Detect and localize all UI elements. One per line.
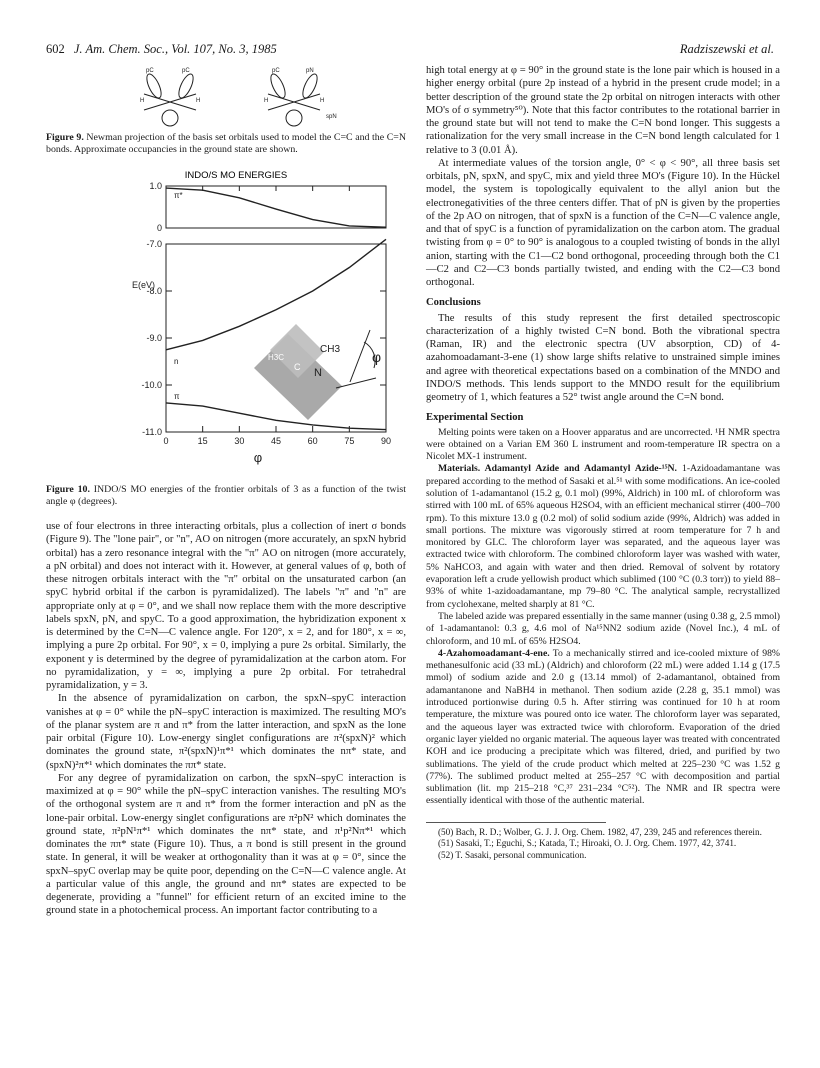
conclusions-heading: Conclusions [426,297,481,309]
right-column [426,64,780,861]
x-tick-label: 0 [163,436,169,446]
lower-panel-frame [166,244,386,432]
figure9-orbital-diagram [46,64,406,128]
right-paragraph-2: At intermediate values of the torsion angle, 0° < φ < 90°, all three basis set orbitals, pN, spxN, and spyC, mix and yield three MO's (Figure 10). In the Hückel model, the system is topologically equivalent to the allyl anion but the electronegativities of the three centers differ. That of pN is given by the properties of the 2p AO on nitrogen, that of spxN is a function of the C=N—C valence angle, and that of spyC is a function of pyramidalization on the carbon atom. The gradual twisting from φ = 0° to 90° is analogous to a coupled twisting of bonds in the allyl anion, starting with the C1—C2 bond orthogonal, proceeding through both the C1—C2 and C2—C3 bonds partially twisted, and ending with the C2—C3 bond orthogonal. [426,157,780,288]
svg-text:pN: pN [306,68,314,74]
y-tick-label: 0 [156,223,162,233]
materials-text: 1-Azidoadamantane was prepared according to the method of Sasaki et al.⁵¹ with some modifications. An ice-cooled solution of 1-adamantanol (15.2 g, 0.1 mol) (99%, Aldrich) in 100 mL of chloroform was stirred with 100 mL of 65% aqueous H2SO4, with an efficient mechanical stirrer (400–700 rpm). To this mixture 13.0 g (0.2 mol) of solid sodium azide (99%, Aldrich) was added in small portions. The mixture was vigorously stirred at room temperature for 7 h and monitored by GLC. The chloroform layer was separated, and the aqueous layer was extracted twice with chloroform. The combined chloroform layer was washed with water, 5% NaHCO3, and again with water and then dried. Removal of solvent by rotatory evaporation left a crude yellowish product which sublimed (100 °C (0.3 torr)) to yield 88–93% of white 1-azidoadamantane, mp 79–80 °C. The analytical sample, recrystallized from cyclohexane, melted sharply at 81 °C. [426,463,781,610]
mo-energy-plot [46,164,406,482]
y-axis-label: E(eV) [132,280,156,290]
azahomoadamantene-paragraph [426,648,780,808]
left-paragraph-1: use of four electrons in three interacting orbitals, plus a collection of inert σ bonds (Figure 9). The "lone pair", or "n", AO on nitrogen (more accurately, an spxN hybrid orbital) has a zero resonance integral with the "π" AO on nitrogen (more accurately, a pN orbital) and does not interact with it. However, at general values of φ, both of these nitrogen orbitals interact with the "π" orbital on the unsaturated carbon (an spyC hybrid orbital if the carbon is pyramidalized). The labels "π" and "n" are appropriate only at φ = 0°, and we shall now replace them with the more descriptive labels spxN, pN, and spyC. To a good approximation, the hybridization exponent x is determined by the C=N—C valence angle. For 120°, x = 2, and for 180°, x = ∞, implying a pure 2p orbital. For 90°, x = 0, implying a pure 2s orbital. Similarly, the exponent y is determined by the degree of pyramidalization at the carbon atom. For no pyramidalization, y = ∞, implying a pure 2p orbital. For tetrahedral pyramidalization, y = 3. [46,521,406,691]
y-tick-label: -11.0 [142,427,162,437]
left-column [46,64,406,918]
svg-text:pC: pC [146,68,154,74]
figure10-label: Figure 10. [46,484,90,495]
series-label-0: π* [174,191,183,201]
y-tick-label: 1.0 [149,181,162,191]
azahomoadamantene-text: To a mechanically stirred and ice-cooled mixture of 98% methanesulfonic acid (33 mL) (Aldrich) and chloroform (22 mL) were added 1.14 g (17.5 mmol) of sodium azide and 2.0 g (13.14 mmol) of 2-adamantanol, obtained from adamantanone and NaBH4 in methanol. Then sodium azide (2.28 g, 35.1 mmol) was introduced portionwise during 0.5 h. After stirring was continued for 10 h at room temperature, the mixture was poured onto ice water. The chloroform layer was separated, and the aqueous layer was extracted twice with chloroform. Evaporation of the dried organic layer yielded no organic material. The aqueous layer was treated with concentrated KOH and ice producing a precipitate which was filtered, dried, and purified by two sublimations. The yield of the crude product which melted at 225–230 °C was 1.52 g (77%). The sublimed product melted at 255–257 °C with decomposition and partial sublimation (lit. mp 215–218 °C,³⁷ 231–234 °C⁵²). The NMR and IR spectra were essentially identical with those of the authentic material. [426,647,781,807]
svg-text:H: H [196,98,201,104]
x-tick-label: 15 [197,436,208,446]
left-paragraph-2: In the absence of pyramidalization on carbon, the spxN–spyC interaction vanishes at φ = 0° while the pN–spyC interaction is maximized. The resulting MO's of the planar system are π and π* from the latter interaction, and spxN as the lone pair orbital (Figure 10). Low-energy singlet configurations are π²(spxN)² which dominates the ground state, π²(spxN)¹π*¹ which dominates the nπ* state, and (spxN)²π*¹ which dominates the ππ* state. [46,693,406,771]
inset-label-n: N [314,367,322,379]
references-rule [426,822,606,823]
left-body-text [46,520,406,918]
figure10-caption [46,484,406,508]
series-label-1: n [174,356,179,366]
svg-text:H: H [264,98,269,104]
experimental-heading: Experimental Section [426,412,524,424]
experimental-intro: Melting points were taken on a Hoover apparatus and are uncorrected. ¹H NMR spectra were obtained on a Varian EM 360 L instrument and room-temperature IR spectra on a Nicolet MX-1 instrument. [426,426,780,463]
inset-label-h3c: H3C [268,353,285,362]
reference-52: (52) T. Sasaki, personal communication. [438,849,587,860]
pi-curve [166,403,386,430]
figure9-caption-text: Newman projection of the basis set orbitals used to model the C=C and the C=N bonds. Approximate occupancies in the ground state are shown. [46,132,407,155]
y-tick-label: -9.0 [146,333,162,343]
azahomoadamantene-title: 4-Azahomoadamant-4-ene. [438,647,550,659]
reference-50: (50) Bach, R. D.; Wolber, G. J. J. Org. Chem. 1982, 47, 239, 245 and references therein. [438,826,762,837]
y-tick-label: -10.0 [141,380,162,390]
conclusions-text: The results of this study represent the first detailed spectroscopic characterization of a highly twisted C=N bond. Both the vibrational spectra (Raman, IR) and the electronic spectra (UV absorption, CD) of 4-azahomoadamant-3-ene (1) show large shifts relative to unstrained simple imines and agree with theoretical expectations based on a combination of the MNDO and INDO/S methods. This lends support to the MNDO result for the equilibrium geometry of 1, which features a 52° twist angle around the C=N bond. [426,312,780,403]
x-tick-label: 75 [344,436,355,446]
svg-text:H: H [320,98,325,104]
materials-title: Materials. Adamantyl Azide and Adamantyl Azide-¹⁵N. [438,463,677,475]
figure10-chart [46,164,406,482]
inset-label-c: C [294,362,301,372]
upper-panel-frame [166,186,386,228]
x-tick-label: 45 [270,436,282,446]
figure9-label: Figure 9. [46,132,84,143]
reference-51: (51) Sasaki, T.; Eguchi, S.; Katada, T.; Hiroaki, O. J. Org. Chem. 1977, 42, 3741. [438,838,737,849]
x-tick-label: 60 [307,436,318,446]
materials-paragraph [426,463,780,611]
svg-text:pC: pC [272,68,280,74]
twisted-imine-inset [254,324,381,420]
references [426,827,780,862]
right-paragraph-1: high total energy at φ = 90° in the ground state is the lone pair which is housed in a higher energy orbital (pure 2p instead of a hybrid in the present crude model; in a better description of the ground state the 2p orbital on nitrogen interacts with other MO's of σ symmetry⁵⁰). Note that this factor contributes to the rotational barrier in the ground state but will not tend to make the C=N bond longer. This suggests a rationalization for the very small increase in the C=N bond length calculated for 1 relative to 3 (0.01 Å). [426,65,780,156]
svg-text:H: H [140,98,145,104]
running-header-authors: Radziszewski et al. [679,42,774,56]
figure10-caption-text: INDO/S MO energies of the frontier orbitals of 3 as a function of the twist angle φ (degrees). [46,484,407,507]
pi-star-curve [166,188,386,227]
x-axis-label: φ [253,450,263,465]
svg-text:pC: pC [182,68,190,74]
inset-label-ch3: CH3 [320,344,341,355]
chart-title: INDO/S MO ENERGIES [184,170,288,181]
experimental-body [426,427,780,808]
svg-text:spN: spN [326,114,337,120]
left-paragraph-3: For any degree of pyramidalization on carbon, the spxN–spyC interaction is maximized at φ = 90° while the pN–spyC interaction vanishes. The resulting MO's of the orthogonal system are π and π* from the former interaction and pN as the lone-pair orbital. Low-energy singlet configurations are π²pN² which dominates the ground state, π²pN¹π*¹ which dominates the nπ* state, and π¹p²Nπ*¹ which dominates the ππ* state (Figure 10). Thus, a π bond is still present in the ground state. In general, it will be weaker at orthogonality than it was at φ = 0°, since the spxN–spyC overlap may be quite poor, depending on the C=N—C valence angle. At a particular value of this angle, the ground and nπ* states are expected to be degenerate, providing a "funnel" for efficient return of an excited imine to the ground state in a photochemical process. An important factor contributing to a [46,772,406,917]
n-curve [166,239,386,349]
page-number: 602 [46,42,65,56]
running-header-left [46,42,277,57]
y-tick-label: -8.0 [146,286,162,296]
inset-label-phi: φ [372,349,382,365]
x-tick-label: 90 [380,436,392,446]
labeled-azide-paragraph: The labeled azide was prepared essentially in the same manner (using 0.38 g, 2.5 mmol) of 1-adamantanol: 0.3 g, 4.6 mol of Na¹⁵NN2 sodium azide (Novel Inc.), 4 mL of chloroform, and 10 mL of 65% H2SO4. [426,610,780,647]
journal-citation: J. Am. Chem. Soc., Vol. 107, No. 3, 1985 [73,42,277,56]
series-label-2: π [174,391,180,401]
x-tick-label: 30 [234,436,245,446]
figure9-caption [46,132,406,156]
y-tick-label: -7.0 [146,239,162,249]
